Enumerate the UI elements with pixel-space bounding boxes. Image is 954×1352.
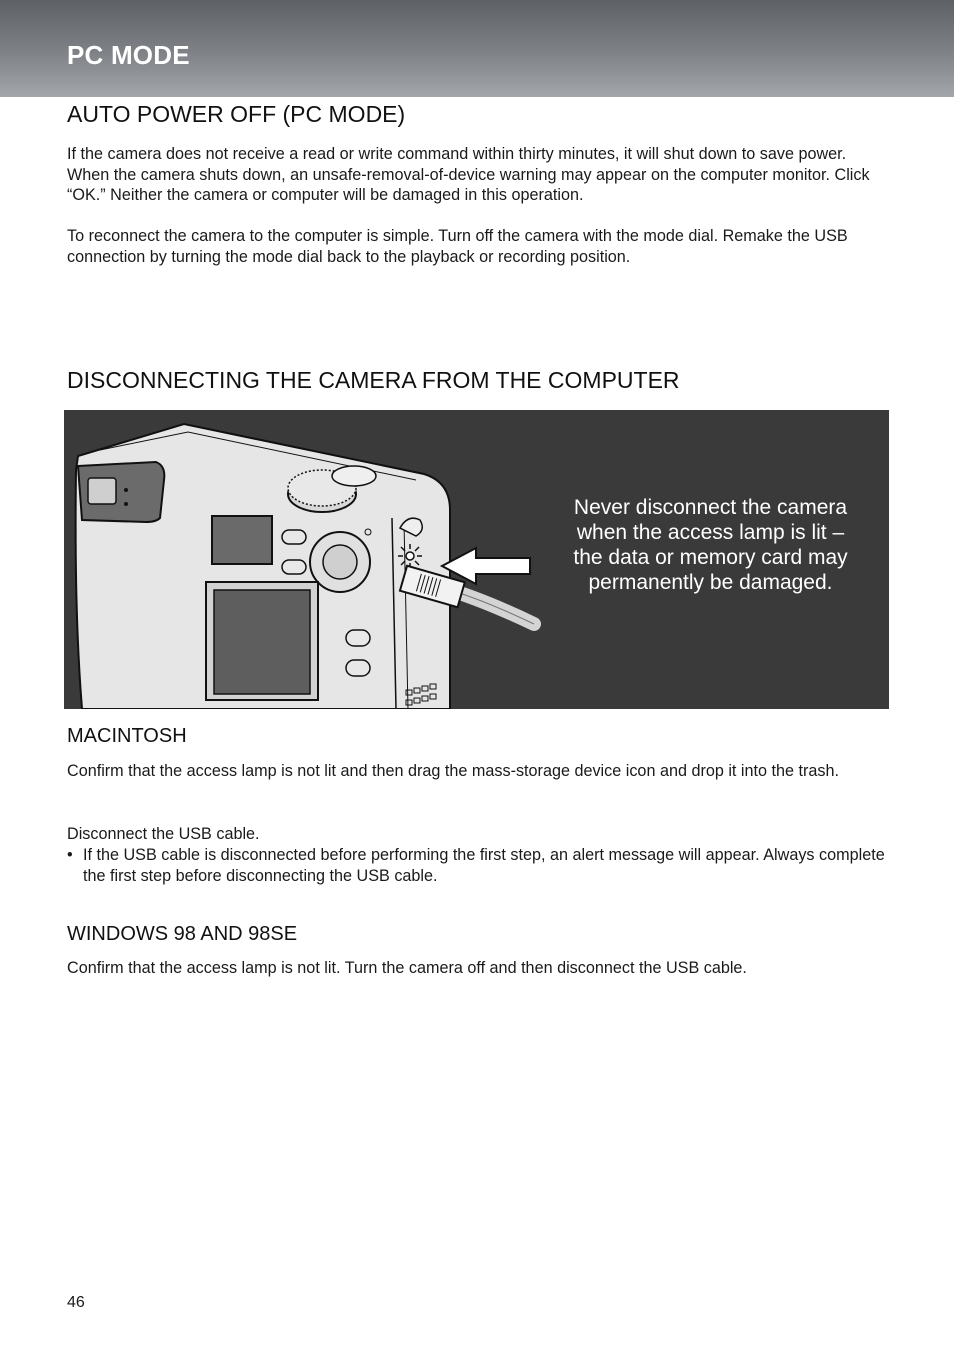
macintosh-paragraph-1: Confirm that the access lamp is not lit and then drag the mass-storage device icon and drop it into the trash. [67, 762, 840, 780]
disconnecting-heading: DISCONNECTING THE CAMERA FROM THE COMPUTER [67, 367, 680, 393]
lcd-monitor-shape [214, 590, 310, 694]
disconnect-warning: Never disconnect the camera when the access lamp is lit – the data or memory card may permanently be damaged. [573, 496, 848, 594]
auto-power-off-paragraph-1: If the camera does not receive a read or write command within thirty minutes, it will shut down to save power. When the camera shuts down, an unsafe-removal-of-device warning may appear on the computer monitor. Click “OK.” Neither the camera or computer will be damaged in this operation. [67, 145, 870, 204]
auto-power-off-paragraph-2: To reconnect the camera to the computer is simple. Turn off the camera with the mode dial. Remake the USB connection by turning the mode dial back to the playback or recording position. [67, 227, 848, 266]
macintosh-heading: MACINTOSH [67, 725, 187, 747]
windows-heading: WINDOWS 98 AND 98SE [67, 923, 298, 945]
auto-power-off-heading: AUTO POWER OFF (PC MODE) [67, 101, 406, 127]
header-band [0, 0, 954, 97]
page-title: PC MODE [67, 40, 190, 70]
access-lamp-shape [398, 544, 422, 568]
macintosh-paragraph-2: Disconnect the USB cable. [67, 825, 260, 843]
camera-illustration [64, 410, 889, 709]
windows-paragraph: Confirm that the access lamp is not lit. Turn the camera off and then disconnect the USB cable. [67, 959, 747, 977]
page-number: 46 [67, 1294, 85, 1311]
shutter-button-shape [332, 466, 376, 486]
bullet-mark: • [67, 846, 73, 864]
macintosh-bullet [67, 845, 887, 886]
macintosh-bullet-text: If the USB cable is disconnected before performing the first step, an alert message will appear. Always complete the first step before disconnecting the USB cable. [83, 846, 885, 885]
